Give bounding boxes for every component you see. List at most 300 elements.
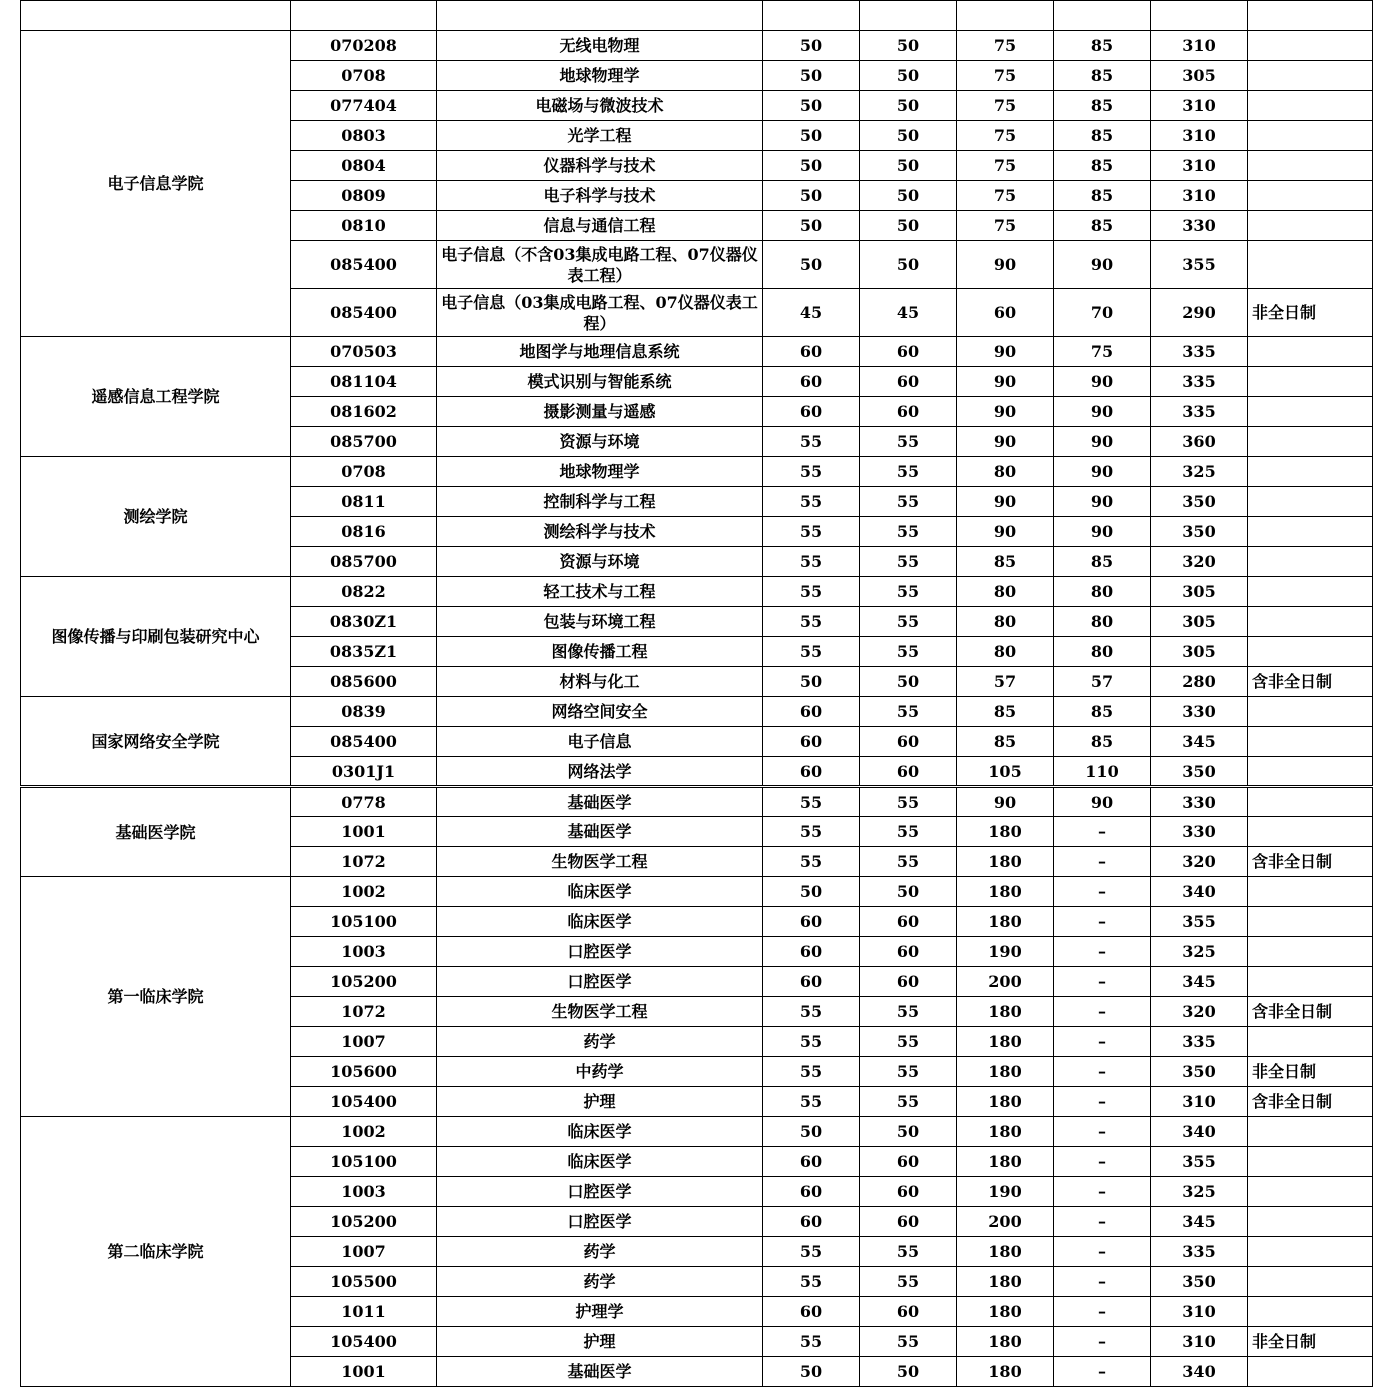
score-cell-1: 55 [763, 1057, 860, 1087]
program-code-cell: 0839 [291, 697, 437, 727]
score-cell-1: 60 [763, 727, 860, 757]
program-name-cell: 无线电物理 [437, 31, 763, 61]
score-cell-2: 55 [860, 1327, 957, 1357]
score-cell-4: – [1054, 1297, 1151, 1327]
note-cell [1248, 337, 1373, 367]
score-cell-4 [1054, 1, 1151, 31]
total-score-cell: 280 [1151, 667, 1248, 697]
score-cell-3: 180 [957, 1057, 1054, 1087]
program-code-cell: 0810 [291, 211, 437, 241]
score-cell-1: 50 [763, 91, 860, 121]
program-name-cell: 地球物理学 [437, 61, 763, 91]
score-cell-4: – [1054, 1327, 1151, 1357]
total-score-cell: 350 [1151, 1057, 1248, 1087]
score-cell-1: 50 [763, 61, 860, 91]
score-cell-3: 180 [957, 907, 1054, 937]
program-code-cell: 070503 [291, 337, 437, 367]
score-cell-3: 180 [957, 1267, 1054, 1297]
score-cell-2: 55 [860, 1267, 957, 1297]
note-cell [1248, 1177, 1373, 1207]
total-score-cell: 310 [1151, 1297, 1248, 1327]
program-code-cell: 105500 [291, 1267, 437, 1297]
score-cell-4: 80 [1054, 607, 1151, 637]
score-cell-2: 55 [860, 577, 957, 607]
score-cell-4: 90 [1054, 487, 1151, 517]
note-cell [1248, 1147, 1373, 1177]
note-cell [1248, 607, 1373, 637]
program-name-cell: 资源与环境 [437, 547, 763, 577]
note-cell: 含非全日制 [1248, 847, 1373, 877]
program-name-cell: 口腔医学 [437, 1177, 763, 1207]
note-cell [1248, 907, 1373, 937]
total-score-cell: 355 [1151, 1147, 1248, 1177]
total-score-cell: 310 [1151, 31, 1248, 61]
note-cell [1248, 211, 1373, 241]
total-score-cell: 320 [1151, 997, 1248, 1027]
score-cell-4: 90 [1054, 427, 1151, 457]
note-cell [1248, 91, 1373, 121]
score-cell-2: 55 [860, 997, 957, 1027]
program-code-cell: 0804 [291, 151, 437, 181]
note-cell [1248, 877, 1373, 907]
program-name-cell: 地球物理学 [437, 457, 763, 487]
score-cell-1: 55 [763, 427, 860, 457]
table-row [21, 877, 1373, 907]
program-name-cell: 临床医学 [437, 877, 763, 907]
note-cell [1248, 1237, 1373, 1267]
note-cell [1248, 547, 1373, 577]
score-cell-1: 55 [763, 847, 860, 877]
program-name-cell: 中药学 [437, 1057, 763, 1087]
program-name-cell: 护理 [437, 1327, 763, 1357]
note-cell [1248, 967, 1373, 997]
score-cell-4: 80 [1054, 577, 1151, 607]
score-cell-1: 55 [763, 817, 860, 847]
score-cell-3: 180 [957, 1237, 1054, 1267]
score-cell-4: 57 [1054, 667, 1151, 697]
college-cell: 图像传播与印刷包装研究中心 [21, 577, 291, 697]
program-name-cell: 电子科学与技术 [437, 181, 763, 211]
program-code-cell: 085600 [291, 667, 437, 697]
score-cell-4: 85 [1054, 211, 1151, 241]
score-cell-1: 60 [763, 937, 860, 967]
note-cell: 含非全日制 [1248, 997, 1373, 1027]
score-cell-1: 50 [763, 211, 860, 241]
table-row [21, 337, 1373, 367]
program-name-cell: 药学 [437, 1027, 763, 1057]
program-code-cell: 1003 [291, 1177, 437, 1207]
total-score-cell: 335 [1151, 1027, 1248, 1057]
score-cell-4: 85 [1054, 181, 1151, 211]
score-cell-1: 50 [763, 241, 860, 289]
score-cell-4: 75 [1054, 337, 1151, 367]
program-code-cell: 1002 [291, 1117, 437, 1147]
program-name-cell: 电子信息（不含03集成电路工程、07仪器仪表工程） [437, 241, 763, 289]
program-code-cell: 081104 [291, 367, 437, 397]
total-score-cell: 310 [1151, 151, 1248, 181]
program-code-cell: 0301J1 [291, 757, 437, 787]
table-row [21, 1, 1373, 31]
score-cell-1: 60 [763, 907, 860, 937]
score-cell-2: 55 [860, 1087, 957, 1117]
score-cell-3: 180 [957, 1147, 1054, 1177]
score-cell-2: 45 [860, 289, 957, 337]
program-name-cell: 测绘科学与技术 [437, 517, 763, 547]
program-code-cell: 0830Z1 [291, 607, 437, 637]
score-cell-1 [763, 1, 860, 31]
score-cell-2: 60 [860, 727, 957, 757]
score-cell-2: 50 [860, 61, 957, 91]
college-cell: 第一临床学院 [21, 877, 291, 1117]
score-cell-4: – [1054, 847, 1151, 877]
note-cell [1248, 1027, 1373, 1057]
score-cell-3: 75 [957, 61, 1054, 91]
score-cell-4: – [1054, 1147, 1151, 1177]
program-name-cell: 网络空间安全 [437, 697, 763, 727]
score-cell-4: 85 [1054, 31, 1151, 61]
score-cell-1: 60 [763, 967, 860, 997]
college-cell: 电子信息学院 [21, 31, 291, 337]
score-cell-2: 50 [860, 151, 957, 181]
score-cell-3: 80 [957, 457, 1054, 487]
program-name-cell: 口腔医学 [437, 967, 763, 997]
total-score-cell: 345 [1151, 967, 1248, 997]
score-cell-1: 50 [763, 1357, 860, 1387]
college-cell: 第二临床学院 [21, 1117, 291, 1387]
score-cell-3: 90 [957, 241, 1054, 289]
program-name-cell: 网络法学 [437, 757, 763, 787]
program-name-cell: 临床医学 [437, 907, 763, 937]
score-cell-3: 90 [957, 787, 1054, 817]
program-name-cell: 材料与化工 [437, 667, 763, 697]
score-cell-1: 50 [763, 1117, 860, 1147]
table-row [21, 457, 1373, 487]
score-cell-1: 60 [763, 697, 860, 727]
score-cell-3: 190 [957, 937, 1054, 967]
score-cell-2: 55 [860, 817, 957, 847]
program-name-cell: 轻工技术与工程 [437, 577, 763, 607]
program-code-cell: 0778 [291, 787, 437, 817]
score-cell-2: 60 [860, 757, 957, 787]
score-cell-2: 60 [860, 1147, 957, 1177]
note-cell [1248, 1117, 1373, 1147]
score-cell-3: 90 [957, 427, 1054, 457]
score-table-body [21, 1, 1373, 1387]
program-code-cell: 0835Z1 [291, 637, 437, 667]
program-name-cell: 控制科学与工程 [437, 487, 763, 517]
program-code-cell: 1007 [291, 1027, 437, 1057]
program-name-cell: 地图学与地理信息系统 [437, 337, 763, 367]
score-cell-4: 90 [1054, 787, 1151, 817]
table-row [21, 31, 1373, 61]
score-cell-1: 60 [763, 1207, 860, 1237]
note-cell [1248, 1297, 1373, 1327]
program-name-cell: 摄影测量与遥感 [437, 397, 763, 427]
score-cell-2: 60 [860, 907, 957, 937]
score-cell-3: 90 [957, 337, 1054, 367]
program-name-cell: 光学工程 [437, 121, 763, 151]
score-cell-1: 55 [763, 487, 860, 517]
score-cell-2: 60 [860, 1177, 957, 1207]
college-cell: 遥感信息工程学院 [21, 337, 291, 457]
score-cell-1: 55 [763, 577, 860, 607]
score-cell-2: 50 [860, 91, 957, 121]
score-cell-3: 75 [957, 181, 1054, 211]
total-score-cell: 350 [1151, 487, 1248, 517]
score-cell-3: 75 [957, 211, 1054, 241]
program-code-cell: 105100 [291, 1147, 437, 1177]
program-code-cell: 0803 [291, 121, 437, 151]
program-code-cell: 1001 [291, 1357, 437, 1387]
score-cell-2: 55 [860, 1237, 957, 1267]
score-cell-3 [957, 1, 1054, 31]
score-cell-2: 50 [860, 211, 957, 241]
score-cell-2: 55 [860, 637, 957, 667]
score-cell-3: 180 [957, 847, 1054, 877]
program-name-cell: 临床医学 [437, 1147, 763, 1177]
score-cell-1: 60 [763, 757, 860, 787]
total-score-cell: 320 [1151, 847, 1248, 877]
score-cell-2: 60 [860, 367, 957, 397]
note-cell [1248, 397, 1373, 427]
score-cell-3: 200 [957, 967, 1054, 997]
score-cell-1: 50 [763, 151, 860, 181]
program-code-cell: 1003 [291, 937, 437, 967]
program-name-cell: 护理学 [437, 1297, 763, 1327]
note-cell [1248, 181, 1373, 211]
note-cell [1248, 427, 1373, 457]
program-code-cell: 105200 [291, 1207, 437, 1237]
program-code-cell: 105400 [291, 1087, 437, 1117]
total-score-cell: 350 [1151, 517, 1248, 547]
score-cell-3: 80 [957, 577, 1054, 607]
note-cell [1248, 817, 1373, 847]
score-cell-4: 85 [1054, 697, 1151, 727]
program-code-cell: 085400 [291, 289, 437, 337]
score-cell-3: 90 [957, 517, 1054, 547]
score-cell-3: 60 [957, 289, 1054, 337]
score-cell-1: 55 [763, 547, 860, 577]
score-cell-3: 85 [957, 547, 1054, 577]
score-cell-2: 50 [860, 1117, 957, 1147]
score-cell-2: 50 [860, 1357, 957, 1387]
program-code-cell: 085700 [291, 427, 437, 457]
score-cell-4: – [1054, 1087, 1151, 1117]
score-cell-1: 60 [763, 1297, 860, 1327]
total-score-cell: 355 [1151, 241, 1248, 289]
score-cell-2: 55 [860, 1027, 957, 1057]
score-cell-4: – [1054, 817, 1151, 847]
score-cell-4: 110 [1054, 757, 1151, 787]
note-cell [1248, 637, 1373, 667]
score-cell-2: 55 [860, 1057, 957, 1087]
score-cell-3: 190 [957, 1177, 1054, 1207]
total-score-cell: 305 [1151, 607, 1248, 637]
program-name-cell: 药学 [437, 1267, 763, 1297]
program-name-cell: 信息与通信工程 [437, 211, 763, 241]
note-cell [1248, 757, 1373, 787]
program-name-cell: 生物医学工程 [437, 997, 763, 1027]
score-cell-1: 55 [763, 607, 860, 637]
program-code-cell: 077404 [291, 91, 437, 121]
score-cell-4: – [1054, 877, 1151, 907]
score-cell-4: – [1054, 937, 1151, 967]
total-score-cell: 360 [1151, 427, 1248, 457]
score-cell-1: 60 [763, 367, 860, 397]
score-cell-4: – [1054, 907, 1151, 937]
total-score-cell: 290 [1151, 289, 1248, 337]
total-score-cell: 320 [1151, 547, 1248, 577]
note-cell [1248, 31, 1373, 61]
score-cell-1: 60 [763, 337, 860, 367]
score-cell-1: 60 [763, 397, 860, 427]
total-score-cell: 310 [1151, 121, 1248, 151]
score-cell-1: 55 [763, 1237, 860, 1267]
table-row [21, 1117, 1373, 1147]
score-cell-4: – [1054, 1177, 1151, 1207]
score-cell-3: 90 [957, 487, 1054, 517]
score-cell-3: 80 [957, 607, 1054, 637]
score-cell-4: – [1054, 1117, 1151, 1147]
note-cell: 非全日制 [1248, 1057, 1373, 1087]
note-cell [1248, 937, 1373, 967]
score-cell-4: – [1054, 967, 1151, 997]
college-cell: 基础医学院 [21, 787, 291, 877]
note-cell [1248, 727, 1373, 757]
score-cell-1: 50 [763, 181, 860, 211]
table-row [21, 787, 1373, 817]
score-cell-1: 55 [763, 457, 860, 487]
total-score-cell: 330 [1151, 787, 1248, 817]
program-code-cell: 1011 [291, 1297, 437, 1327]
score-cell-3: 75 [957, 31, 1054, 61]
college-cell [21, 1, 291, 31]
score-cell-3: 57 [957, 667, 1054, 697]
total-score-cell: 310 [1151, 1327, 1248, 1357]
score-cell-3: 180 [957, 1357, 1054, 1387]
total-score-cell: 305 [1151, 61, 1248, 91]
score-cell-1: 60 [763, 1177, 860, 1207]
program-code-cell: 1001 [291, 817, 437, 847]
score-cell-2: 55 [860, 847, 957, 877]
score-cell-4: – [1054, 1357, 1151, 1387]
program-code-cell: 0708 [291, 457, 437, 487]
score-cell-2: 60 [860, 1207, 957, 1237]
note-cell [1248, 697, 1373, 727]
score-cell-3: 180 [957, 1027, 1054, 1057]
score-cell-1: 55 [763, 637, 860, 667]
score-cell-4: 85 [1054, 121, 1151, 151]
score-cell-2: 50 [860, 31, 957, 61]
program-code-cell: 105400 [291, 1327, 437, 1357]
total-score-cell: 305 [1151, 577, 1248, 607]
score-cell-3: 75 [957, 151, 1054, 181]
total-score-cell: 330 [1151, 817, 1248, 847]
note-cell: 含非全日制 [1248, 1087, 1373, 1117]
score-cell-3: 75 [957, 121, 1054, 151]
program-code-cell: 105200 [291, 967, 437, 997]
total-score-cell: 335 [1151, 367, 1248, 397]
program-name-cell [437, 1, 763, 31]
score-cell-3: 80 [957, 637, 1054, 667]
program-code-cell: 105100 [291, 907, 437, 937]
score-cell-4: 85 [1054, 61, 1151, 91]
score-cell-1: 60 [763, 1147, 860, 1177]
score-cell-4: 90 [1054, 457, 1151, 487]
total-score-cell: 340 [1151, 1117, 1248, 1147]
score-cell-1: 50 [763, 667, 860, 697]
score-cell-1: 55 [763, 1027, 860, 1057]
score-table [20, 0, 1373, 1387]
score-cell-2: 50 [860, 667, 957, 697]
program-name-cell: 图像传播工程 [437, 637, 763, 667]
total-score-cell: 330 [1151, 697, 1248, 727]
score-cell-3: 90 [957, 397, 1054, 427]
score-cell-2: 60 [860, 937, 957, 967]
program-code-cell: 081602 [291, 397, 437, 427]
score-cell-3: 180 [957, 1117, 1054, 1147]
program-code-cell: 085700 [291, 547, 437, 577]
score-cell-4: 70 [1054, 289, 1151, 337]
program-code-cell: 0708 [291, 61, 437, 91]
score-cell-4: – [1054, 1267, 1151, 1297]
program-code-cell: 1072 [291, 847, 437, 877]
note-cell [1248, 487, 1373, 517]
score-cell-2: 50 [860, 181, 957, 211]
score-cell-3: 75 [957, 91, 1054, 121]
program-code-cell: 1002 [291, 877, 437, 907]
program-name-cell: 口腔医学 [437, 1207, 763, 1237]
score-cell-4: 90 [1054, 241, 1151, 289]
program-name-cell: 资源与环境 [437, 427, 763, 457]
score-cell-2: 55 [860, 787, 957, 817]
score-cell-4: – [1054, 1237, 1151, 1267]
total-score-cell: 345 [1151, 1207, 1248, 1237]
total-score-cell: 330 [1151, 211, 1248, 241]
total-score-cell: 310 [1151, 181, 1248, 211]
total-score-cell [1151, 1, 1248, 31]
program-name-cell: 临床医学 [437, 1117, 763, 1147]
score-cell-4: – [1054, 1027, 1151, 1057]
score-cell-2: 55 [860, 517, 957, 547]
score-cell-1: 55 [763, 1267, 860, 1297]
college-cell: 国家网络安全学院 [21, 697, 291, 787]
score-cell-2: 50 [860, 121, 957, 151]
total-score-cell: 340 [1151, 877, 1248, 907]
score-cell-1: 55 [763, 787, 860, 817]
note-cell [1248, 787, 1373, 817]
table-row [21, 577, 1373, 607]
score-cell-3: 180 [957, 1087, 1054, 1117]
score-cell-4: 90 [1054, 517, 1151, 547]
program-code-cell: 085400 [291, 727, 437, 757]
score-cell-4: 90 [1054, 367, 1151, 397]
program-name-cell: 电子信息 [437, 727, 763, 757]
program-name-cell: 基础医学 [437, 817, 763, 847]
total-score-cell: 305 [1151, 637, 1248, 667]
total-score-cell: 325 [1151, 937, 1248, 967]
total-score-cell: 355 [1151, 907, 1248, 937]
score-cell-4: 85 [1054, 727, 1151, 757]
program-name-cell: 电磁场与微波技术 [437, 91, 763, 121]
score-cell-4: – [1054, 1057, 1151, 1087]
score-cell-2: 50 [860, 877, 957, 907]
program-name-cell: 药学 [437, 1237, 763, 1267]
score-cell-3: 180 [957, 1297, 1054, 1327]
program-name-cell: 包装与环境工程 [437, 607, 763, 637]
score-cell-2: 55 [860, 547, 957, 577]
note-cell [1248, 457, 1373, 487]
